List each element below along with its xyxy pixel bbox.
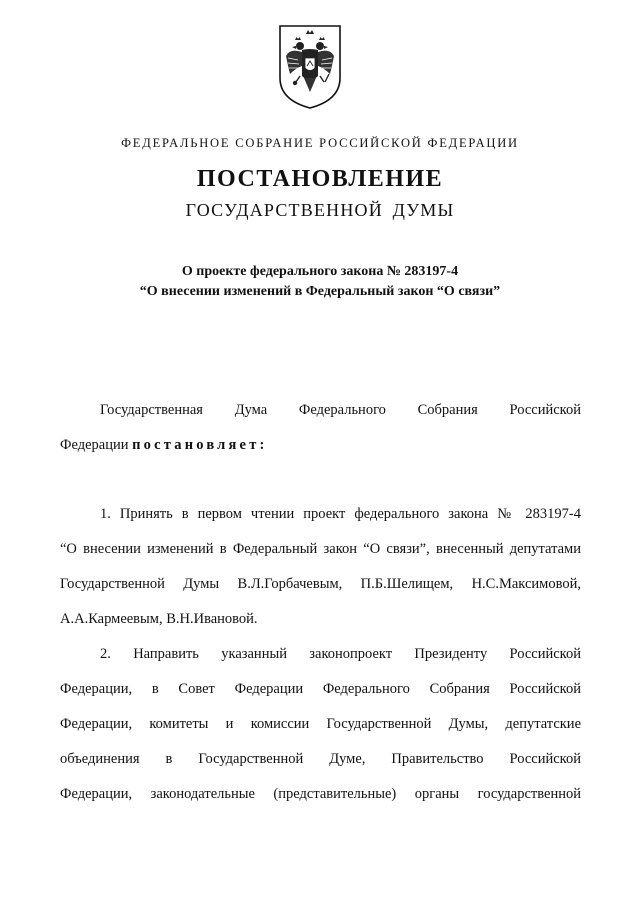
document-subject (0, 262, 640, 302)
issuing-body: ГОСУДАРСТВЕННОЙ ДУМЫ (185, 200, 455, 220)
subject-line-2: “О внесении изменений в Федеральный закон “О связи” (139, 284, 501, 299)
clause-2-line-5: Федерации, законодательные (представительные) органы государственной (60, 786, 581, 802)
preamble-line-1: Государственная Дума Федерального Собрания Российской (100, 402, 581, 418)
preamble (60, 393, 581, 463)
clause-1-line-4: А.А.Кармеевым, В.Н.Ивановой. (60, 611, 258, 627)
clause-2-line-2: Федерации, в Совет Федерации Федерального Собрания Российской (60, 681, 581, 697)
clause-1-line-1: 1. Принять в первом чтении проект федерального закона № 283197-4 (100, 506, 581, 522)
resolves-keyword: постановляет: (132, 437, 268, 453)
preamble-line-2 (60, 428, 581, 463)
clause-2 (60, 637, 581, 812)
preamble-line-2-text: Федерации (60, 437, 133, 453)
subject-line-1: О проекте федерального закона № 283197-4 (181, 264, 459, 279)
document-type-title: ПОСТАНОВЛЕНИЕ (196, 166, 444, 192)
clause-2-line-4: объединения в Государственной Думе, Правительство Российской (60, 751, 581, 767)
clause-1-line-2: “О внесении изменений в Федеральный закон “О связи”, внесенный депутатами (60, 541, 581, 557)
clause-2-line-3: Федерации, комитеты и комиссии Государственной Думы, депутатские (60, 716, 581, 732)
double-headed-eagle-emblem-icon (276, 22, 344, 110)
clause-1 (60, 497, 581, 637)
clause-1-line-3: Государственной Думы В.Л.Горбачевым, П.Б.Шелищем, Н.С.Максимовой, (60, 576, 581, 592)
clause-2-line-1: 2. Направить указанный законопроект Президенту Российской (100, 646, 581, 662)
parliament-name: ФЕДЕРАЛЬНОЕ СОБРАНИЕ РОССИЙСКОЙ ФЕДЕРАЦИИ (121, 136, 519, 150)
